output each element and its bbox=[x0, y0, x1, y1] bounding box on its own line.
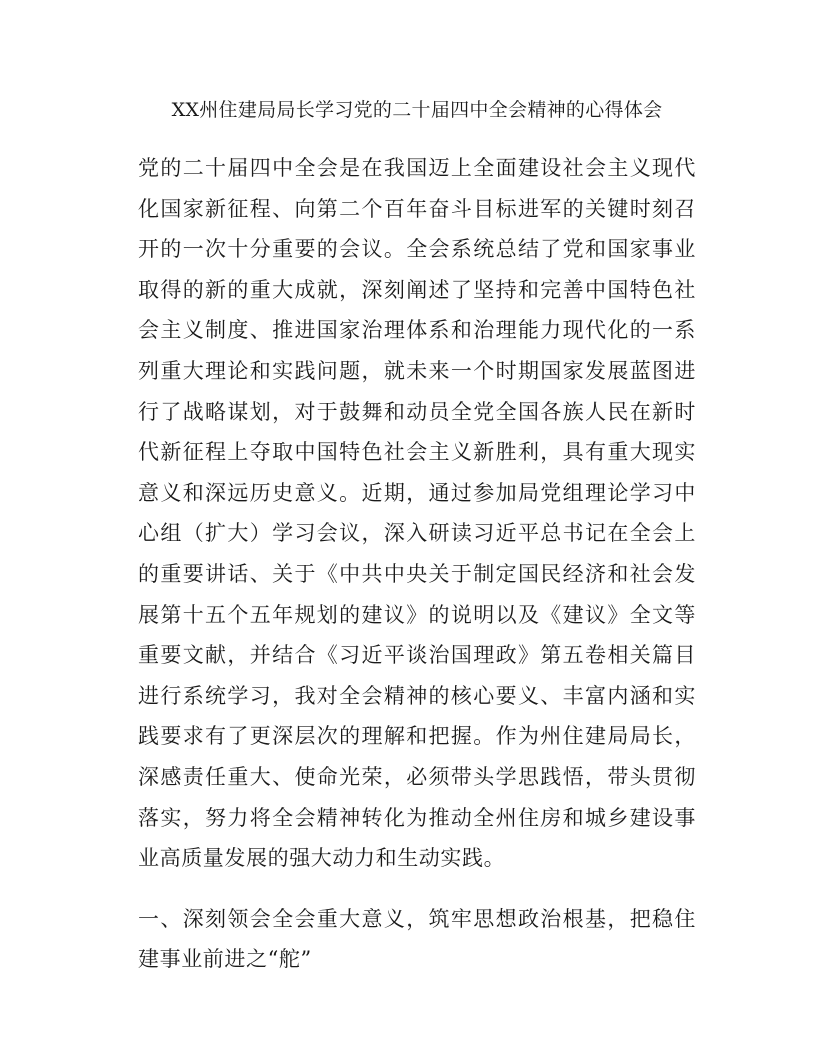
document-title: XX州住建局局长学习党的二十届四中全会精神的心得体会 bbox=[171, 99, 663, 121]
body-paragraph: 党的二十届四中全会是在我国迈上全面建设社会主义现代化国家新征程、向第二个百年奋斗目标进军的关键时刻召开的一次十分重要的会议。全会系统总结了党和国家事业取得的新的重大成就，深刻阐述了坚持和完善中国特色社会主义制度、推进国家治理体系和治理能力现代化的一系列重大理论和实践问题，就未来一个时期国家发展蓝图进行了战略谋划，对于鼓舞和动员全党全国各族人民在新时代新征程上夺取中国特色社会主义新胜利，具有重大现实意义和深远历史意义。近期，通过参加局党组理论学习中心组（扩大）学习会议，深入研读习近平总书记在全会上的重要讲话、关于《中共中央关于制定国民经济和社会发展第十五个五年规划的建议》的说明以及《建议》全文等重要文献，并结合《习近平谈治国理政》第五卷相关篇目进行系统学习，我对全会精神的核心要义、丰富内涵和实践要求有了更深层次的理解和把握。作为州住建局局长，深感责任重大、使命光荣，必须带头学思践悟，带头贯彻落实，努力将全会精神转化为推动全州住房和城乡建设事业高质量发展的强大动力和生动实践。 bbox=[138, 156, 696, 871]
section-heading: 一、深刻领会全会重大意义，筑牢思想政治根基，把稳住建事业前进之“舵” bbox=[138, 906, 696, 972]
